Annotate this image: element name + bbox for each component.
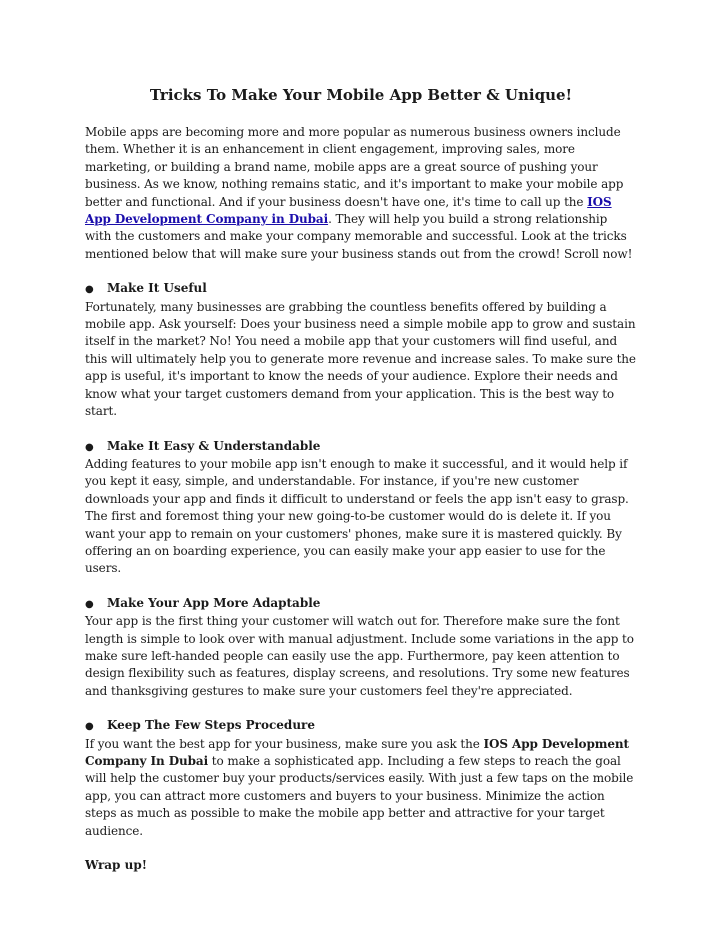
section-heading xyxy=(85,438,637,456)
bullet-icon: ● xyxy=(85,721,94,733)
section-heading-text: Make Your App More Adaptable xyxy=(107,595,321,610)
section-body: Your app is the first thing your customer will watch out for. Therefore make sure the font length is simple to look over with manual adjustment. Include some variations in the app to make sure left-handed people can easily use the app. Furthermore, pay keen attention to design flexibility such as features, display screens, and resolutions. Try some new features and thanksgiving gestures to make sure your customers feel they're appreciated. xyxy=(85,614,634,698)
section-make-it-easy xyxy=(85,438,637,578)
section-body: Adding features to your mobile app isn't enough to make it successful, and it would help if you kept it easy, simple, and understandable. For instance, if you're new customer downloads your app and finds it difficult to understand or feels the app isn't easy to grasp. The first and foremost thing your new going-to-be customer would do is delete it. If you want your app to remain on your customers' phones, make sure it is mastered quickly. By offering an on boarding experience, you can easily make your app easier to use for the users. xyxy=(85,456,629,576)
document-title: Tricks To Make Your Mobile App Better & Unique! xyxy=(149,86,573,104)
bullet-icon: ● xyxy=(85,441,94,453)
section-body: Fortunately, many businesses are grabbing the countless benefits offered by building a mobile app. Ask yourself: Does your business need a simple mobile app to grow and sustain itself in the market? No! You need a mobile app that your customers will find useful, and this will ultimately help you to generate more revenue and increase sales. To make sure the app is useful, it's important to know the needs of your audience. Explore their needs and know what your target customers demand from your application. This is the best way to start. xyxy=(85,299,636,419)
intro-text-end: . They will help you build a strong relationship with the customers and make your company memorable and successful. Look at the tricks mentioned below that will make sure your business stands out from the crowd! Scroll now! xyxy=(85,212,633,261)
section-body xyxy=(85,736,637,840)
section-keep-few-steps xyxy=(85,717,637,840)
section-heading xyxy=(85,280,637,298)
section-heading xyxy=(85,717,637,735)
section-text-end: to make a sophisticated app. Including a few steps to reach the goal will help the customer buy your products/services easily. With just a few taps on the mobile app, you can attract more customers and buyers to your business. Minimize the action steps as much as possible to make the mobile app better and attractive for your target audience. xyxy=(85,754,634,838)
company-name-bold: IOS App Development Company In Dubai xyxy=(85,736,629,768)
bullet-icon: ● xyxy=(85,284,94,296)
section-heading xyxy=(85,595,637,613)
section-text-start: If you want the best app for your business, make sure you ask the xyxy=(85,736,484,751)
intro-paragraph xyxy=(85,124,637,263)
section-make-app-adaptable xyxy=(85,595,637,700)
section-heading-text: Make It Easy & Understandable xyxy=(107,438,321,453)
document-page xyxy=(85,84,637,874)
bullet-icon: ● xyxy=(85,598,94,610)
ios-app-development-link[interactable]: IOS App Development Company in Dubai xyxy=(85,194,612,227)
wrap-up-heading: Wrap up! xyxy=(85,858,147,873)
section-make-it-useful xyxy=(85,280,637,420)
intro-text-start: Mobile apps are becoming more and more popular as numerous business owners include them. Whether it is an enhancement in client engagement, improving sales, more marketing, or building a brand name, mobile apps are a great source of pushing your business. As we know, nothing remains static, and it's important to make your mobile app better and functional. And if your business doesn't have one, it's time to call up the xyxy=(85,125,624,209)
section-heading-text: Keep The Few Steps Procedure xyxy=(107,718,316,733)
section-heading-text: Make It Useful xyxy=(107,281,207,296)
